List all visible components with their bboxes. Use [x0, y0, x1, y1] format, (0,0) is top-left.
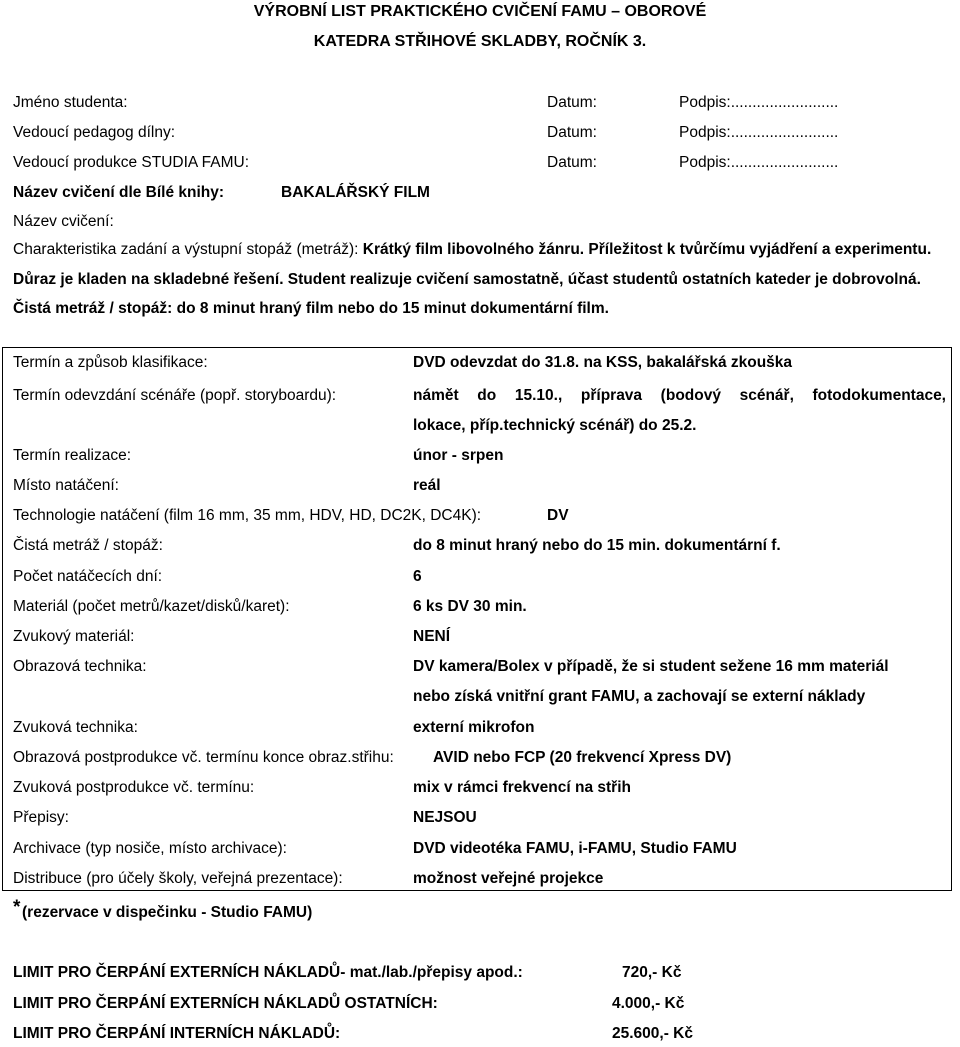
limit-internal-label: LIMIT PRO ČERPÁNÍ INTERNÍCH NÁKLADŮ: [13, 1025, 341, 1042]
classification-label: Termín a způsob klasifikace: [13, 354, 208, 371]
sound-postproduction-label: Zvuková postprodukce vč. termínu: [13, 779, 255, 796]
shooting-days-value: 6 [413, 568, 422, 585]
realization-value: únor - srpen [413, 447, 504, 464]
script-deadline-value-1: námět do 15.10., příprava (bodový scénář, fotodokumentace, [413, 387, 946, 404]
footage-value: do 8 minut hraný nebo do 15 min. dokumentární f. [413, 537, 781, 554]
shooting-days-label: Počet natáčecích dní: [13, 568, 163, 585]
distribution-label: Distribuce (pro účely školy, veřejná prezentace): [13, 870, 343, 887]
limit-internal-value: 25.600,- Kč [612, 1025, 693, 1042]
production-label: Vedoucí produkce STUDIA FAMU: [13, 154, 250, 171]
footnote-star: * [13, 897, 21, 918]
sound-material-label: Zvukový materiál: [13, 628, 135, 645]
transcripts-label: Přepisy: [13, 809, 69, 826]
student-date-label: Datum: [547, 94, 597, 111]
realization-label: Termín realizace: [13, 447, 132, 464]
exercise-name-label: Název cvičení: [13, 213, 114, 230]
archiving-label: Archivace (typ nosiče, místo archivace): [13, 840, 287, 857]
footage-label: Čistá metráž / stopáž: [13, 537, 163, 554]
sound-material-value: NENÍ [413, 628, 451, 645]
document-subtitle: KATEDRA STŘIHOVÉ SKLADBY, ROČNÍK 3. [313, 33, 647, 50]
material-value: 6 ks DV 30 min. [413, 598, 527, 615]
camera-equipment-label: Obrazová technika: [13, 658, 147, 675]
teacher-signature-label: Podpis:......................... [679, 124, 839, 141]
material-label: Materiál (počet metrů/kazet/disků/karet): [13, 598, 290, 615]
footnote-text: (rezervace v dispečinku - Studio FAMU) [22, 904, 313, 921]
technology-value: DV [547, 507, 569, 524]
script-deadline-value-2: lokace, příp.technický scénář) do 25.2. [413, 417, 697, 434]
picture-postproduction-value: AVID nebo FCP (20 frekvencí Xpress DV) [433, 749, 732, 766]
student-signature-label: Podpis:......................... [679, 94, 839, 111]
production-date-label: Datum: [547, 154, 597, 171]
teacher-date-label: Datum: [547, 124, 597, 141]
distribution-value: možnost veřejné projekce [413, 870, 604, 887]
document-title: VÝROBNÍ LIST PRAKTICKÉHO CVIČENÍ FAMU – OBOROVÉ [253, 3, 707, 20]
location-label: Místo natáčení: [13, 477, 119, 494]
limit-external-material-label: LIMIT PRO ČERPÁNÍ EXTERNÍCH NÁKLADŮ- mat./lab./přepisy apod.: [13, 964, 523, 981]
classification-value: DVD odevzdat do 31.8. na KSS, bakalářská zkouška [413, 354, 793, 371]
characteristics [13, 235, 948, 324]
limit-external-material-value: 720,- Kč [622, 964, 682, 981]
limit-external-other-label: LIMIT PRO ČERPÁNÍ EXTERNÍCH NÁKLADŮ OSTATNÍCH: [13, 995, 438, 1012]
technology-label: Technologie natáčení (film 16 mm, 35 mm, HDV, HD, DC2K, DC4K): [13, 507, 482, 524]
script-deadline-label: Termín odevzdání scénáře (popř. storyboardu): [13, 387, 337, 404]
location-value: reál [413, 477, 441, 494]
characteristics-label: Charakteristika zadání a výstupní stopáž (metráž): [13, 241, 359, 258]
production-signature-label: Podpis:......................... [679, 154, 839, 171]
teacher-label: Vedoucí pedagog dílny: [13, 124, 176, 141]
sound-postproduction-value: mix v rámci frekvencí na střih [413, 779, 631, 796]
student-name-label: Jméno studenta: [13, 94, 128, 111]
sound-equipment-value: externí mikrofon [413, 719, 535, 736]
white-book-label: Název cvičení dle Bílé knihy: [13, 184, 225, 201]
camera-equipment-value-1: DV kamera/Bolex v případě, že si student sežene 16 mm materiál [413, 658, 889, 675]
limit-external-other-value: 4.000,- Kč [612, 995, 685, 1012]
sound-equipment-label: Zvuková technika: [13, 719, 138, 736]
archiving-value: DVD videotéka FAMU, i-FAMU, Studio FAMU [413, 840, 737, 857]
characteristics-text: Krátký film libovolného žánru. Příležitost k tvůrčímu vyjádření a experimentu. Důraz je kladen na skladebné řešení. Student realizuje cvičení samostatně, účast studentů ostatních kateder je dobrovolná. Čistá metráž / stopáž: do 8 minut hraný film nebo do 15 minut dokumentární film. [13, 241, 932, 317]
camera-equipment-value-2: nebo získá vnitřní grant FAMU, a zachovají se externí náklady [413, 688, 866, 705]
transcripts-value: NEJSOU [413, 809, 477, 826]
white-book-value: BAKALÁŘSKÝ FILM [281, 184, 430, 201]
picture-postproduction-label: Obrazová postprodukce vč. termínu konce obraz.střihu: [13, 749, 394, 766]
